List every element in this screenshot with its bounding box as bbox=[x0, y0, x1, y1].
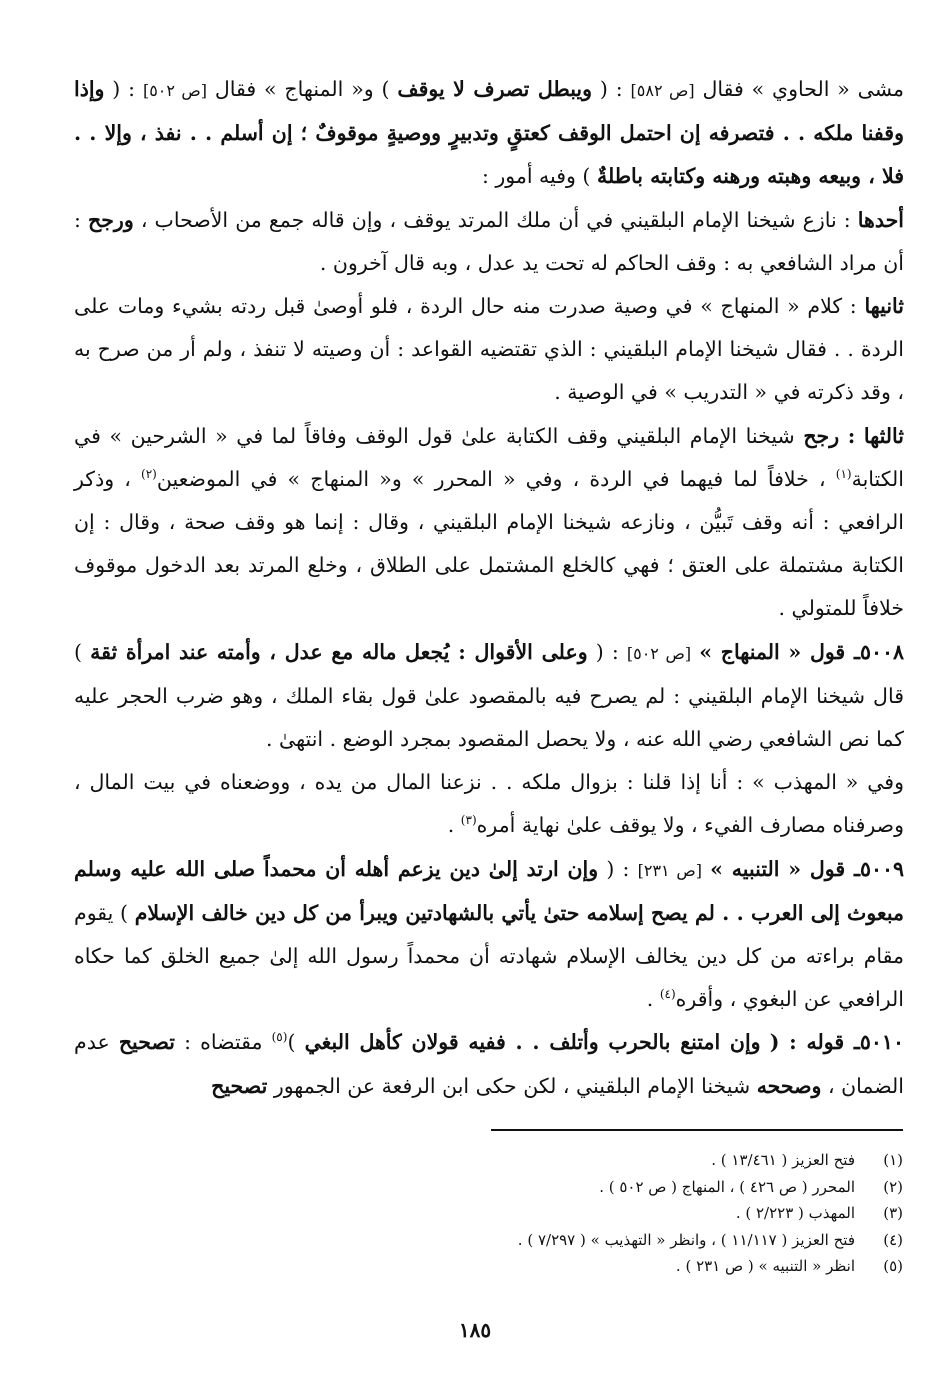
page-body bbox=[74, 68, 904, 1108]
paragraph-2 bbox=[74, 199, 904, 285]
text-run: : ( bbox=[595, 639, 619, 664]
main-text bbox=[74, 68, 904, 1108]
footnote-marker: (٥) bbox=[271, 1030, 288, 1045]
footnote-number: (٥) bbox=[883, 1257, 903, 1275]
footnote-item bbox=[143, 1200, 903, 1227]
text-run: ، خلافاً لما فيهما في الردة ، وفي « المحرر » و« المنهاج » في الموضعين bbox=[156, 466, 826, 491]
entry-number: ٥٠٠٨ـ قول « المنهاج » bbox=[699, 639, 904, 664]
footnote-number: (٢) bbox=[883, 1177, 903, 1196]
text-run: ) وفيه أمور : bbox=[481, 164, 591, 189]
text-run: : ( bbox=[112, 77, 136, 101]
entry-number: ٥٠١٠ـ قوله : ( bbox=[769, 1030, 904, 1055]
footnote-item bbox=[143, 1174, 903, 1201]
quoted-text: وعلى الأقوال : يُجعل ماله مع عدل ، وأمته عند امرأة ثقة bbox=[90, 639, 588, 664]
page-reference: [ص ٥٠٢] bbox=[626, 643, 692, 663]
footnote-marker: (١) bbox=[835, 467, 852, 481]
footnote-text: فتح العزيز ( ١٣/٤٦١ ) . bbox=[711, 1151, 855, 1169]
footnote-item bbox=[143, 1147, 903, 1174]
page-reference: [ص ٥٨٢] bbox=[630, 81, 695, 100]
footnote-divider bbox=[491, 1129, 903, 1131]
footnote-text: انظر « التنبيه » ( ص ٢٣١ ) . bbox=[675, 1257, 855, 1275]
paragraph-5 bbox=[74, 631, 904, 762]
footnote-number: (٤) bbox=[883, 1230, 903, 1249]
page-reference: [ص ٢٣١] bbox=[637, 860, 702, 880]
footnote-text: المهذب ( ٢/٢٢٣ ) . bbox=[735, 1204, 855, 1222]
footnotes bbox=[143, 1147, 903, 1280]
footnote-marker: (٤) bbox=[659, 987, 676, 1002]
emphasis-text: تصحيح bbox=[211, 1073, 268, 1098]
text-run: ) و« المنهاج » فقال bbox=[214, 77, 390, 101]
text-run: : كلام « المنهاج » في وصية صدرت منه حال الردة ، فلو أوصىٰ قبل ردته بشيء ومات على الردة . . فقال شيخنا الإمام البلقيني : الذي تقتضيه القواعد : أن وصيته لا تنفذ ، ولم أر من صرح به ، وقد ذكرته في « التدريب » في الوصية . bbox=[74, 294, 904, 405]
text-run: مشى « الحاوي » فقال bbox=[702, 77, 905, 101]
paragraph-3 bbox=[74, 285, 904, 415]
page-number: ١٨٥ bbox=[458, 1318, 492, 1342]
footnote-item bbox=[143, 1227, 903, 1254]
text-run: : bbox=[847, 423, 856, 448]
emphasis-text: وصححه bbox=[756, 1073, 822, 1098]
emphasis-text: تصحيح bbox=[118, 1030, 175, 1055]
text-run: ) قال شيخنا الإمام البلقيني : لم يصرح فيه بالمقصود علىٰ قول بقاء الملك ، وهو ضرب الحجر عليه كما نص الشافعي رضي الله عنه ، ولا يحصل المقصود بمجرد الوضع . انتهىٰ . bbox=[74, 639, 904, 752]
footnote-text: المحرر ( ص ٤٢٦ ) ، المنهاج ( ص ٥٠٢ ) . bbox=[599, 1177, 855, 1196]
text-run: ) bbox=[287, 1030, 296, 1055]
emphasis-text: ورجح bbox=[88, 207, 134, 232]
text-run: مقتضاه : bbox=[184, 1030, 263, 1055]
text-run: ، وذكر الرافعي : أنه وقف تَبيُّن ، ونازعه شيخنا الإمام البلقيني ، وقال : إنما هو وقف صحة ، وقال : إن الكتابة مشتملة على العتق ؛ فهي كالخلع المشتمل على الطلاق ، وخلع المرتد بعد الدخول موقوف خلافاً للمتولي . bbox=[74, 466, 904, 621]
quoted-text: وإذا وقفنا ملكه . . فتصرفه إن احتمل الوقف كعتقٍ وتدبيرٍ ووصيةٍ موقوفٌ ؛ إن أسلم . . نفذ ، وإلا . . فلا ، وبيعه وهبته ورهنه وكتابته باطلةٌ bbox=[74, 77, 904, 189]
quoted-text: ويبطل تصرف لا يوقف bbox=[397, 77, 593, 101]
footnote-text: فتح العزيز ( ١١/١١٧ ) ، وانظر « التهذيب » ( ٧/٢٩٧ ) . bbox=[517, 1230, 855, 1249]
emphasis-text: رجح bbox=[803, 423, 840, 448]
paragraph-1 bbox=[74, 68, 904, 199]
paragraph-4 bbox=[74, 415, 904, 631]
text-run: وفي « المهذب » : أنا إذا قلنا : بزوال ملكه . . نزعنا المال من يده ، ووضعناه في بيت المال ، وصرفناه مصارف الفيء ، ولا يوقف علىٰ نهاية أمره bbox=[74, 770, 904, 838]
section-heading: ثالثها bbox=[863, 423, 904, 448]
text-run: . bbox=[447, 813, 455, 838]
paragraph-6 bbox=[74, 761, 904, 847]
paragraph-8 bbox=[74, 1021, 904, 1107]
footnote-item bbox=[143, 1253, 903, 1280]
text-run: . bbox=[646, 987, 654, 1012]
text-run: ) يقوم مقام براءته من كل دين يخالف الإسلام شهادته أن محمداً رسول الله إلىٰ جميع الخلق كما حكاه الرافعي عن البغوي ، وأقره bbox=[74, 900, 904, 1012]
text-run: شيخنا الإمام البلقيني وقف الكتابة علىٰ قول الوقف وفاقاً لما في « الشرحين » في الكتابة bbox=[74, 423, 904, 491]
text-run: شيخنا الإمام البلقيني ، لكن حكى ابن الرفعة عن الجمهور bbox=[273, 1073, 751, 1098]
entry-number: ٥٠٠٩ـ قول « التنبيه » bbox=[710, 856, 904, 881]
text-run: : أن مراد الشافعي به : وقف الحاكم له تحت يد عدل ، وبه قال آخرون . bbox=[74, 207, 904, 275]
text-run: : نازع شيخنا الإمام البلقيني في أن ملك المرتد يوقف ، وإن قاله جمع من الأصحاب ، bbox=[140, 207, 851, 232]
footnote-number: (١) bbox=[883, 1151, 903, 1169]
quoted-text: وإن امتنع بالحرب وأتلف . . ففيه قولان كأهل البغي bbox=[304, 1030, 761, 1055]
footnote-marker: (٢) bbox=[141, 467, 157, 481]
text-run: : ( bbox=[606, 856, 630, 881]
section-heading: أحدها bbox=[857, 207, 904, 232]
paragraph-7 bbox=[74, 848, 904, 1022]
quoted-text: وإن ارتد إلىٰ دين يزعم أهله أن محمداً صلى الله عليه وسلم مبعوث إلى العرب . . لم يصح إسلامه حتىٰ يأتي بالشهادتين ويبرأ من كل دين خالف الإسلام bbox=[74, 856, 904, 925]
footnote-number: (٣) bbox=[883, 1204, 903, 1222]
page-reference: [ص ٥٠٢] bbox=[142, 81, 207, 100]
footnote-marker: (٣) bbox=[460, 813, 477, 828]
section-heading: ثانيها bbox=[864, 294, 904, 319]
text-run: : ( bbox=[599, 77, 623, 101]
text-run: عدم الضمان ، bbox=[74, 1030, 904, 1098]
